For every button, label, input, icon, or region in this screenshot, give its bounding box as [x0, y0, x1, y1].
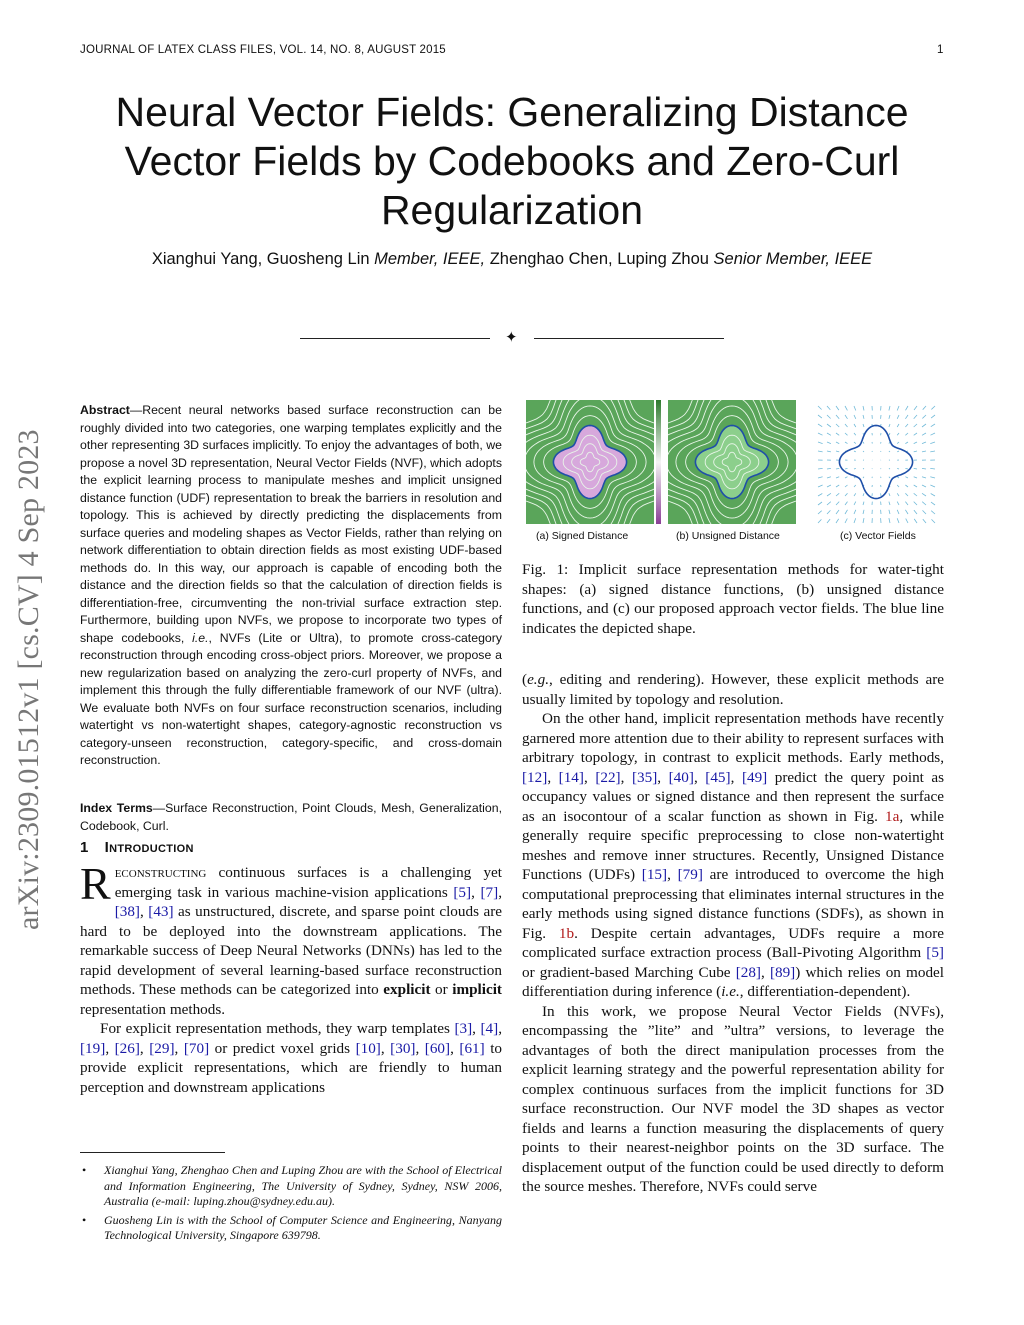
paragraph [522, 709, 944, 1002]
citation-link[interactable]: [7] [480, 883, 499, 901]
bullet-icon: • [82, 1163, 87, 1177]
citation-link[interactable]: [14] [558, 768, 584, 786]
text: . Despite certain advantages, UDFs require a more complicated surface extraction process (Ball-Pivoting Algorithm [522, 924, 944, 961]
text: representation methods. [80, 1000, 226, 1018]
citation-link[interactable]: [60] [424, 1039, 451, 1057]
unsigned-distance-plot [668, 400, 796, 524]
citation-link[interactable]: [40] [668, 768, 694, 786]
subcaption-a: (a) Signed Distance [536, 530, 629, 542]
vector-arrow [863, 468, 864, 469]
citation-link[interactable]: [49] [741, 768, 768, 786]
text: are introduced to overcome the high computational preprocessing that eliminates internal structures in the early methods using signed distance functions (SDFs), as shown in Fig. [522, 866, 945, 942]
text: , [471, 883, 481, 901]
footnote-text: Guosheng Lin is with the School of Computer Science and Engineering, Nanyang Technological University, Singapore 639798. [104, 1212, 502, 1242]
text: , [667, 866, 678, 883]
subcaption-c: (c) Vector Fields [840, 530, 916, 542]
author-names: Xianghui Yang, Guosheng Lin [151, 250, 375, 268]
text: , [415, 1039, 425, 1057]
author-role: Member, IEEE, [374, 250, 486, 268]
text: , editing and rendering). However, these explicit methods are usually limited by topology and resolution. [522, 671, 944, 708]
citation-link[interactable]: [4] [480, 1020, 499, 1037]
index-terms-text: —Surface Reconstruction, Point Clouds, Mesh, Generalization, Codebook, Curl. [80, 801, 502, 833]
text: , while generally require specific preprocessing to close non-watertight meshes and remove inner structures. Recently, Unsigned Distance Functions (UDFs) [522, 807, 944, 883]
text: , [761, 963, 770, 981]
text: , [380, 1039, 391, 1057]
vector-arrow [897, 468, 899, 469]
abstract-text: , NVFs (Lite or Ultra), to promote cross-category reconstruction through encoding cross-object priors. Moreover, we propose a new regularization based on analyzing the zero-curl property of NVFs, and implement this through the fully differentiable framework of our NVF (ultra). We evaluate both NVFs on four surface reconstruction scenarios, including watertight vs non-watertight shapes, category-agnostic reconstruction vs category-unseen reconstruction, category-specific, and cross-domain reconstruction. [80, 630, 502, 767]
figure-link[interactable]: 1a [885, 807, 900, 825]
text: to provide explicit representations, which are friendly to human perception and downstream applications [80, 1039, 503, 1096]
vector-arrow [889, 468, 890, 469]
signed-distance-plot [526, 400, 654, 524]
author-names: Zhenghao Chen, Luping Zhou [485, 250, 714, 268]
paragraph [522, 670, 944, 709]
page-number: 1 [937, 44, 944, 56]
citation-link[interactable]: [38] [114, 903, 140, 920]
citation-link[interactable]: [22] [595, 768, 621, 786]
paragraph: In this work, we propose Neural Vector Fields (NVFs), encompassing the ”lite” and ”ultra” versions, to leverage the advantages of both the direct manipulation processes from the explicit learning strategy and the powerful representation ability for complex continuous surfaces from the implicit functions for 3D surface reconstruction. Our NVF model the 3D shapes as vector fields and learns a function measuring the displacements of query points to their nearest-neighbor points on the 3D surface. The displacement output of the function could be used directly to deform the source meshes. Therefore, NVFs could serve [522, 1002, 944, 1195]
title-line: Regularization [380, 187, 644, 233]
citation-link[interactable]: [5] [926, 944, 944, 961]
footnotes [80, 1163, 502, 1247]
text: On the other hand, implicit representation methods have recently garnered more attention due to their ability to represent surfaces with arbitrary topology, in contrast to explicit methods. Early methods, [522, 710, 944, 766]
introduction-body [80, 858, 503, 1097]
index-terms-label: Index Terms [80, 801, 153, 815]
text: or gradient-based Marching Cube [522, 963, 736, 981]
text: ( [522, 671, 528, 688]
author-list [80, 250, 944, 269]
text: , [693, 768, 706, 786]
figure-link[interactable]: 1b [558, 924, 575, 942]
citation-link[interactable]: [43] [148, 903, 174, 920]
text: , [472, 1020, 481, 1037]
citation-link[interactable]: [30] [390, 1039, 416, 1057]
citation-link[interactable]: [79] [677, 866, 703, 883]
index-terms [80, 800, 502, 835]
text: , [105, 1039, 115, 1057]
citation-link[interactable]: [89] [769, 963, 796, 981]
divider-line [534, 338, 724, 339]
arxiv-stamp: arXiv:2309.01512v1 [cs.CV] 4 Sep 2023 [12, 429, 45, 930]
vector-arrow [854, 468, 856, 469]
figure-1 [522, 400, 944, 548]
footnote [80, 1213, 502, 1244]
drop-cap: R [80, 858, 111, 909]
bullet-icon: • [82, 1212, 87, 1227]
paragraph [80, 1019, 502, 1097]
citation-link[interactable]: [35] [631, 768, 658, 786]
citation-link[interactable]: [3] [454, 1020, 473, 1037]
footnote-rule [80, 1152, 225, 1153]
section-title: Introduction [104, 839, 194, 856]
plot-background [812, 400, 940, 524]
citation-link[interactable]: [5] [453, 883, 472, 901]
text: or [430, 981, 453, 998]
bold-term: implicit [452, 981, 502, 998]
title-line: Vector Fields by Codebooks and Zero-Curl [124, 138, 900, 184]
citation-link[interactable]: [12] [522, 768, 548, 786]
text: continuous surfaces is a challenging yet emerging task in various machine-vision applications [114, 864, 502, 901]
text: , [498, 883, 503, 901]
abstract [80, 402, 502, 770]
citation-link[interactable]: [10] [355, 1039, 381, 1057]
right-column-body [522, 670, 944, 1197]
colorbar [655, 400, 663, 524]
abstract-text: —Recent neural networks based surface reconstruction can be roughly divided into two categories, one warping templates explicitly and the other representing 3D surfaces implicitly. To enjoy the advantages of both, we propose a novel 3D representation, Neural Vector Fields (NVF), which adopts the explicit learning process to manipulate meshes and implicit unsigned distance function (UDF) representation to break the barriers in resolution and topology. This is achieved by directly predicting the displacements from surface queries and modeling shapes as Vector Fields, rather than relying on network differentiation to obtain direction fields as most existing UDF-based methods do. In this way, our approach is capable of encoding both the distance and the direction fields so that the calculation of direction fields is differentiation-free, circumventing the non-trivial surface extraction step. Furthermore, building upon NVFs, we propose to incorporate two types of shape codebooks, [80, 403, 502, 645]
text: , [547, 768, 559, 786]
text: , [140, 903, 149, 920]
text: , [498, 1020, 503, 1037]
section-number: 1 [80, 839, 89, 856]
footnote-text: Xianghui Yang, Zhenghao Chen and Luping Zhou are with the School of Electrical and Information Engineering, The University of Sydney, Sydney, NSW 2006, Australia (e-mail: luping.zhou@sydney.edu.au). [104, 1163, 502, 1208]
citation-link[interactable]: [29] [149, 1039, 175, 1057]
abstract-label: Abstract [80, 403, 130, 417]
text: ) which relies on model differentiation during inference ( [522, 963, 944, 1000]
ornament-icon: ✦ [505, 330, 518, 346]
citation-link[interactable]: [70] [183, 1039, 210, 1057]
italic-abbrev: i.e. [721, 983, 740, 1000]
italic-abbrev: e.g. [527, 671, 549, 688]
section-heading [80, 839, 194, 856]
citation-link[interactable]: [61] [459, 1039, 485, 1057]
text: , [620, 768, 632, 786]
text: , [139, 1039, 150, 1057]
citation-link[interactable]: [26] [114, 1039, 140, 1057]
smallcaps-lead: econstructing [114, 864, 207, 881]
text: , [657, 768, 669, 786]
citation-link[interactable]: [28] [735, 963, 761, 981]
vector-field-plot [812, 400, 940, 524]
citation-link[interactable]: [45] [705, 768, 731, 786]
text: , [730, 768, 742, 786]
paragraph [80, 858, 503, 1019]
divider-line [300, 338, 490, 339]
text: , differentiation-dependent). [739, 983, 911, 1000]
abstract-ie: i.e. [192, 630, 209, 645]
title-divider [300, 330, 724, 346]
text: , [174, 1039, 184, 1057]
title-line: Neural Vector Fields: Generalizing Distance [115, 89, 909, 135]
subcaption-b: (b) Unsigned Distance [676, 530, 780, 542]
text: , [450, 1039, 460, 1057]
text: predict the query point as occupancy values or signed distance and then represent the surface as an isocontour of a scalar function as shown in Fig. [522, 768, 945, 825]
text: or predict voxel grids [209, 1039, 356, 1057]
text: For explicit representation methods, they warp templates [100, 1020, 455, 1037]
text: as unstructured, discrete, and sparse point clouds are hard to be deployed into the downstream applications. The remarkable success of Deep Neural Networks (DNNs) has led to the rapid development of several learning-based surface reconstruction methods. These methods can be categorized into [80, 903, 502, 998]
figure-caption: Fig. 1: Implicit surface representation methods for water-tight shapes: (a) signed distance functions, (b) unsigned distance functions, and (c) our proposed approach vector fields. The blue line indicates the depicted shape. [522, 561, 944, 637]
footnote [80, 1163, 502, 1210]
citation-link[interactable]: [19] [80, 1039, 106, 1057]
citation-link[interactable]: [15] [641, 866, 668, 883]
bold-term: explicit [383, 981, 431, 998]
running-header: JOURNAL OF LATEX CLASS FILES, VOL. 14, NO. 8, AUGUST 2015 [80, 44, 446, 56]
author-role: Senior Member, IEEE [713, 250, 873, 268]
colorbar-gradient [656, 400, 661, 524]
paper-title [80, 88, 944, 235]
text: , [583, 768, 596, 786]
